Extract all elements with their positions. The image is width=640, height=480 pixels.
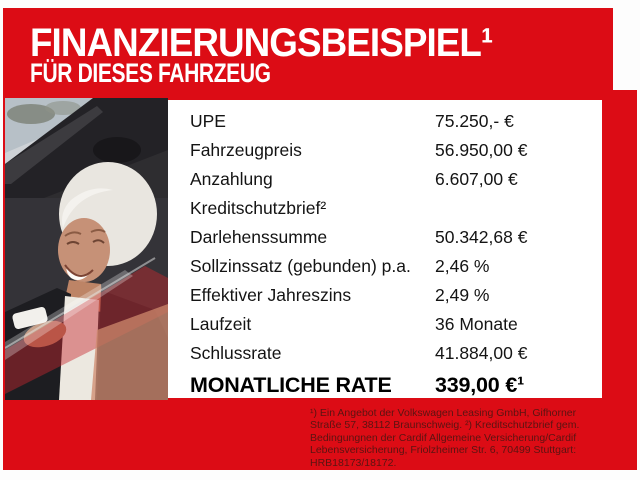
row-value: 2,46 % bbox=[435, 256, 490, 276]
row-label: Schlussrate bbox=[190, 343, 282, 363]
row-value: 2,49 % bbox=[435, 285, 490, 305]
table-row bbox=[190, 252, 602, 281]
row-label: Anzahlung bbox=[190, 169, 273, 189]
row-label: Laufzeit bbox=[190, 314, 252, 334]
table-row bbox=[190, 339, 602, 368]
legal-footnote: ¹) Ein Angebot der Volkswagen Leasing GmbH, Gifhorner Straße 57, 38112 Braunschweig. ²) Kreditschutzbrief gem. Bedingungnen der Cardif Allgemeine Versicherung/Cardif Lebensversicherung, Friolzheimer Str. 6, 70499 Stuttgart: HRB18173/18172. bbox=[310, 407, 580, 469]
row-label: UPE bbox=[190, 111, 226, 131]
row-label: Sollzinssatz (gebunden) p.a. bbox=[190, 256, 411, 276]
ad-title: FINANZIERUNGSBEISPIEL¹ bbox=[30, 21, 493, 65]
financing-table bbox=[168, 100, 602, 398]
table-row bbox=[190, 310, 602, 339]
table-row bbox=[190, 223, 602, 252]
table-row bbox=[190, 194, 602, 223]
monthly-rate-row bbox=[190, 369, 602, 401]
monthly-rate-value: 339,00 €¹ bbox=[435, 372, 525, 397]
row-value: 75.250,- € bbox=[435, 111, 514, 131]
table-row bbox=[190, 107, 602, 136]
row-value: 6.607,00 € bbox=[435, 169, 518, 189]
woman-in-car-photo bbox=[5, 98, 168, 400]
row-label: Darlehenssumme bbox=[190, 227, 328, 247]
table-row bbox=[190, 281, 602, 310]
row-label: Kreditschutzbrief² bbox=[190, 198, 327, 218]
row-value: 50.342,68 € bbox=[435, 227, 528, 247]
table-row bbox=[190, 136, 602, 165]
row-label: Effektiver Jahreszins bbox=[190, 285, 352, 305]
row-label: Fahrzeugpreis bbox=[190, 140, 302, 160]
monthly-rate-label: MONATLICHE RATE bbox=[190, 372, 392, 397]
row-value: 41.884,00 € bbox=[435, 343, 528, 363]
table-row bbox=[190, 165, 602, 194]
row-value: 56.950,00 € bbox=[435, 140, 528, 160]
header-banner bbox=[3, 8, 613, 90]
woman-in-car-illustration bbox=[5, 98, 168, 400]
row-value: 36 Monate bbox=[435, 314, 518, 334]
ad-subtitle: FÜR DIESES FAHRZEUG bbox=[30, 58, 271, 88]
